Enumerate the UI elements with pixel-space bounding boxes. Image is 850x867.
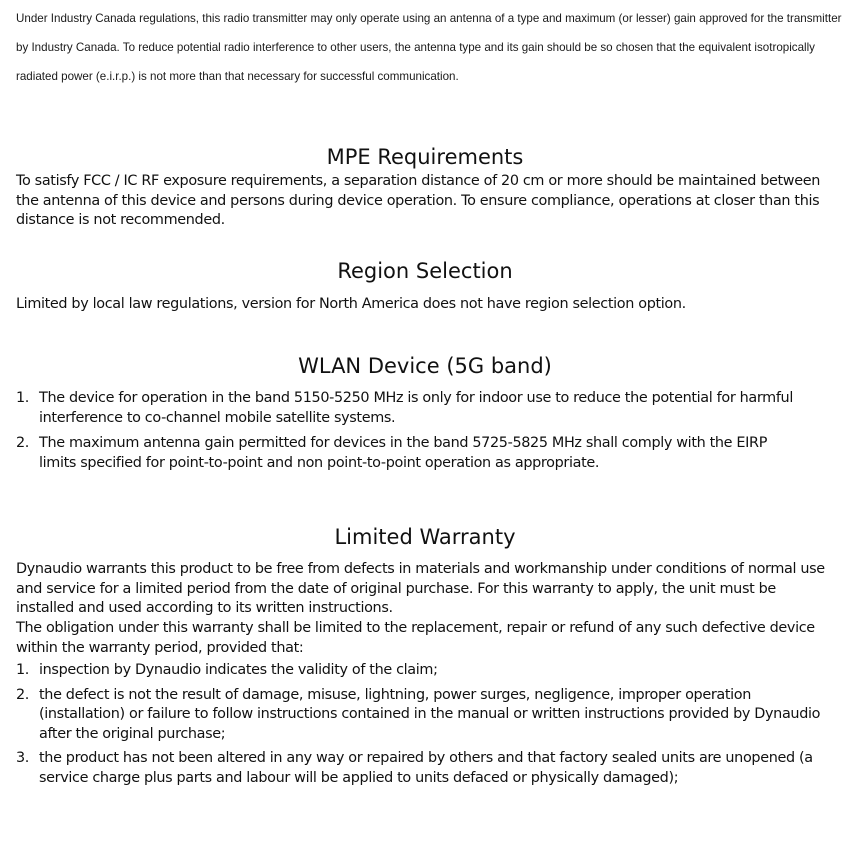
warranty-heading: Limited Warranty [334,525,516,549]
ic-notice-paragraph: Under Industry Canada regulations, this radio transmitter may only operate using an antenna of a type and maximum (or lesser) gain approved for the transmitter by Industry Canada. To reduce potential radio interference to other users, the antenna type and its gain should be so chosen that the equivalent isotropically radiated power (e.i.r.p.) is not more than that necessary for successful communication. [16,12,842,83]
mpe-paragraph: To satisfy FCC / IC RF exposure requirements, a separation distance of 20 cm or more should be maintained between the antenna of this device and persons during device operation. To ensure compliance, operations at closer than this distance is not recommended. [16,173,821,228]
list-item-text: The maximum antenna gain permitted for devices in the band 5725-5825 MHz shall comply with the EIRP limits specified for point-to-point and non point-to-point operation as appropriate. [39,435,768,471]
list-item-number: 2. [16,686,30,703]
warranty-list [14,661,834,788]
list-item-number: 1. [16,390,30,406]
list-item-text: inspection by Dynaudio indicates the validity of the claim; [39,662,438,678]
list-item [14,686,834,745]
list-item-text: the defect is not the result of damage, misuse, lightning, power surges, negligence, improper operation (installation) or failure to follow instructions contained in the manual or written instructions provided by Dynaudio after the original purchase; [39,686,821,742]
list-item [14,749,834,788]
mpe-heading: MPE Requirements [326,145,524,169]
warranty-paragraph-1: Dynaudio warrants this product to be free from defects in materials and workmanship under conditions of normal use and service for a limited period from the date of original purchase. For this warranty to apply, the unit must be installed and used according to its written instructions. [16,561,825,616]
list-item-number: 1. [16,662,30,678]
list-item-number: 2. [16,435,30,451]
list-item-number: 3. [16,750,30,766]
region-paragraph: Limited by local law regulations, version for North America does not have region selection option. [16,296,686,312]
list-item-text: the product has not been altered in any way or repaired by others and that factory sealed units are unopened (a service charge plus parts and labour will be applied to units defaced or physically damaged); [39,750,813,786]
warranty-paragraph-2: The obligation under this warranty shall be limited to the replacement, repair or refund of any such defective device within the warranty period, provided that: [16,620,815,656]
list-item-text: The device for operation in the band 5150-5250 MHz is only for indoor use to reduce the potential for harmful interference to co-channel mobile satellite systems. [39,390,793,426]
region-heading: Region Selection [337,259,513,283]
list-item [14,389,804,428]
wlan-heading: WLAN Device (5G band) [298,354,552,378]
list-item [14,434,804,473]
wlan-list [14,389,804,473]
list-item [14,661,834,681]
